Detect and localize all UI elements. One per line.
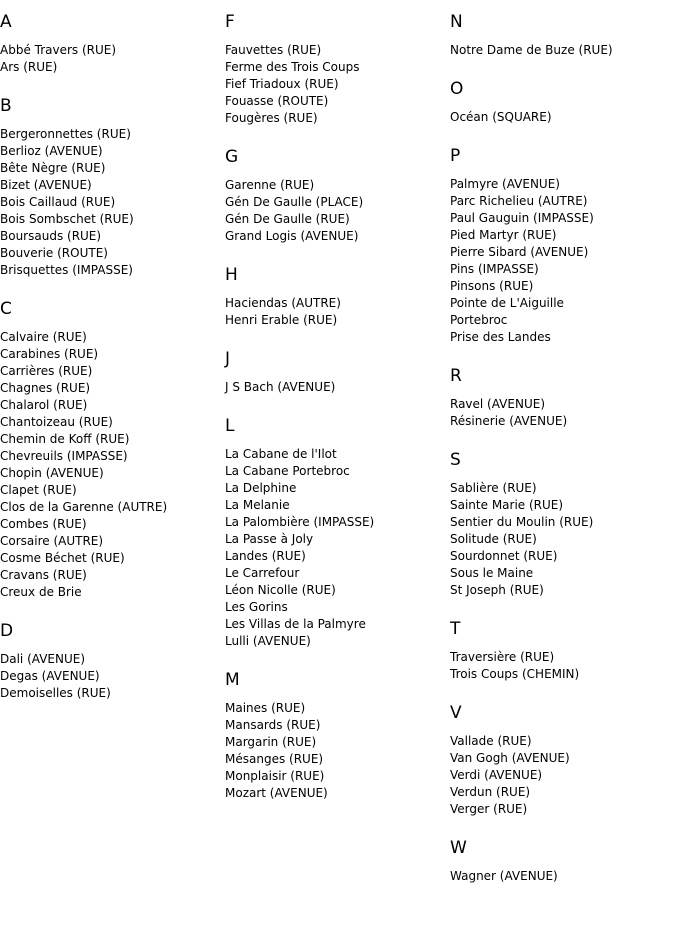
street-name: Mansards (RUE)	[225, 718, 321, 732]
street-list	[0, 126, 225, 279]
street-list	[450, 868, 675, 885]
letter-section	[450, 79, 675, 126]
street-name: Gén De Gaulle (RUE)	[225, 212, 350, 226]
street-index-column-1	[0, 0, 225, 702]
street-name: Chalarol (RUE)	[0, 398, 88, 412]
letter-section	[225, 12, 450, 127]
street-name: Sablière (RUE)	[450, 481, 537, 495]
letter-section	[0, 621, 225, 702]
street-name: Mozart (AVENUE)	[225, 786, 328, 800]
letter-section	[450, 450, 675, 599]
street-name: Pied Martyr (RUE)	[450, 228, 557, 242]
street-name: Garenne (RUE)	[225, 178, 315, 192]
street-name: Verdun (RUE)	[450, 785, 531, 799]
street-list	[450, 42, 675, 59]
street-list	[225, 379, 450, 396]
street-name: Fougères (RUE)	[225, 111, 318, 125]
street-name: Creux de Brie	[0, 585, 82, 599]
street-list	[225, 295, 450, 329]
street-name: Trois Coups (CHEMIN)	[450, 667, 580, 681]
street-list	[450, 649, 675, 683]
letter-section	[225, 670, 450, 802]
street-list	[225, 700, 450, 802]
street-name: Sentier du Moulin (RUE)	[450, 515, 594, 529]
street-name: Dali (AVENUE)	[0, 652, 86, 666]
street-index-column-3	[450, 0, 675, 885]
street-name: Verger (RUE)	[450, 802, 528, 816]
street-name: La Cabane Portebroc	[225, 464, 350, 478]
street-name: Henri Erable (RUE)	[225, 313, 338, 327]
street-name: Le Carrefour	[225, 566, 300, 580]
letter-section	[450, 838, 675, 885]
letter-heading: A	[0, 12, 12, 32]
street-name: La Passe à Joly	[225, 532, 314, 546]
letter-heading: B	[0, 96, 12, 116]
street-name: Brisquettes (IMPASSE)	[0, 263, 133, 277]
street-name: Bouverie (ROUTE)	[0, 246, 108, 260]
street-name: Léon Nicolle (RUE)	[225, 583, 336, 597]
letter-heading: N	[450, 12, 463, 32]
street-name: La Cabane de l'Ilot	[225, 447, 337, 461]
letter-heading: H	[225, 265, 238, 285]
letter-section	[0, 299, 225, 601]
letter-heading: G	[225, 147, 239, 167]
street-name: Verdi (AVENUE)	[450, 768, 543, 782]
street-name: La Palombière (IMPASSE)	[225, 515, 375, 529]
street-name: Pins (IMPASSE)	[450, 262, 539, 276]
street-name: Boursauds (RUE)	[0, 229, 102, 243]
street-list	[450, 733, 675, 818]
letter-heading: C	[0, 299, 12, 319]
street-name: Bizet (AVENUE)	[0, 178, 92, 192]
street-name: Prise des Landes	[450, 330, 551, 344]
street-name: Abbé Travers (RUE)	[0, 43, 117, 57]
street-name: Chemin de Koff (RUE)	[0, 432, 130, 446]
street-name: Landes (RUE)	[225, 549, 306, 563]
letter-heading: P	[450, 146, 461, 166]
street-name: Bête Nègre (RUE)	[0, 161, 106, 175]
street-list	[0, 42, 225, 76]
street-name: Ars (RUE)	[0, 60, 58, 74]
street-name: Sourdonnet (RUE)	[450, 549, 558, 563]
street-name: Margarin (RUE)	[225, 735, 317, 749]
street-name: Bergeronnettes (RUE)	[0, 127, 131, 141]
letter-heading: D	[0, 621, 14, 641]
street-name: Portebroc	[450, 313, 508, 327]
street-list	[225, 177, 450, 245]
street-name: Notre Dame de Buze (RUE)	[450, 43, 613, 57]
street-name: Clapet (RUE)	[0, 483, 77, 497]
street-name: Palmyre (AVENUE)	[450, 177, 560, 191]
street-name: Clos de la Garenne (AUTRE)	[0, 500, 168, 514]
street-index-column-2	[225, 0, 450, 802]
street-name: La Melanie	[225, 498, 290, 512]
street-name: Bois Sombschet (RUE)	[0, 212, 134, 226]
street-name: Wagner (AVENUE)	[450, 869, 558, 883]
street-name: Pierre Sibard (AVENUE)	[450, 245, 589, 259]
letter-heading: F	[225, 12, 235, 32]
letter-section	[450, 619, 675, 683]
street-name: Les Gorins	[225, 600, 288, 614]
letter-heading: L	[225, 416, 235, 436]
street-name: Solitude (RUE)	[450, 532, 537, 546]
street-name: Cosme Béchet (RUE)	[0, 551, 125, 565]
street-list	[225, 446, 450, 650]
street-name: La Delphine	[225, 481, 297, 495]
letter-heading: O	[450, 79, 464, 99]
street-name: Demoiselles (RUE)	[0, 686, 111, 700]
street-list	[0, 329, 225, 601]
street-name: Degas (AVENUE)	[0, 669, 100, 683]
street-name: Van Gogh (AVENUE)	[450, 751, 570, 765]
letter-heading: T	[450, 619, 461, 639]
letter-section	[450, 12, 675, 59]
letter-section	[450, 146, 675, 346]
street-list	[450, 396, 675, 430]
street-name: Sous le Maine	[450, 566, 534, 580]
street-list	[0, 651, 225, 702]
letter-heading: J	[225, 349, 231, 369]
street-name: Océan (SQUARE)	[450, 110, 552, 124]
street-name: Carabines (RUE)	[0, 347, 99, 361]
street-name: Vallade (RUE)	[450, 734, 532, 748]
letter-heading: V	[450, 703, 462, 723]
street-name: Chevreuils (IMPASSE)	[0, 449, 128, 463]
street-name: Traversière (RUE)	[450, 650, 555, 664]
street-name: Calvaire (RUE)	[0, 330, 87, 344]
letter-heading: R	[450, 366, 462, 386]
street-name: Grand Logis (AVENUE)	[225, 229, 359, 243]
street-name: Fauvettes (RUE)	[225, 43, 322, 57]
street-name: Maines (RUE)	[225, 701, 306, 715]
letter-heading: W	[450, 838, 467, 858]
street-name: Bois Caillaud (RUE)	[0, 195, 116, 209]
street-name: Fouasse (ROUTE)	[225, 94, 329, 108]
street-list	[450, 176, 675, 346]
street-name: Monplaisir (RUE)	[225, 769, 325, 783]
letter-section	[0, 12, 225, 76]
street-name: Chopin (AVENUE)	[0, 466, 104, 480]
letter-heading: S	[450, 450, 461, 470]
street-name: Paul Gauguin (IMPASSE)	[450, 211, 594, 225]
letter-section	[450, 366, 675, 430]
street-name: Chantoizeau (RUE)	[0, 415, 113, 429]
street-name: Carrières (RUE)	[0, 364, 93, 378]
street-name: Lulli (AVENUE)	[225, 634, 311, 648]
letter-section	[225, 147, 450, 245]
letter-section	[225, 416, 450, 650]
street-name: Combes (RUE)	[0, 517, 87, 531]
street-name: Chagnes (RUE)	[0, 381, 91, 395]
street-name: Berlioz (AVENUE)	[0, 144, 103, 158]
street-name: Mésanges (RUE)	[225, 752, 324, 766]
street-name: Résinerie (AVENUE)	[450, 414, 568, 428]
street-name: Gén De Gaulle (PLACE)	[225, 195, 364, 209]
street-name: Corsaire (AUTRE)	[0, 534, 104, 548]
street-list	[225, 42, 450, 127]
letter-section	[225, 265, 450, 329]
letter-heading: M	[225, 670, 240, 690]
street-name: J S Bach (AVENUE)	[225, 380, 336, 394]
street-name: Les Villas de la Palmyre	[225, 617, 366, 631]
street-name: St Joseph (RUE)	[450, 583, 544, 597]
street-name: Sainte Marie (RUE)	[450, 498, 564, 512]
street-name: Haciendas (AUTRE)	[225, 296, 341, 310]
street-name: Cravans (RUE)	[0, 568, 87, 582]
street-list	[450, 480, 675, 599]
street-name: Pointe de L'Aiguille	[450, 296, 564, 310]
street-name: Parc Richelieu (AUTRE)	[450, 194, 588, 208]
street-name: Pinsons (RUE)	[450, 279, 534, 293]
street-list	[450, 109, 675, 126]
street-name: Ferme des Trois Coups	[225, 60, 360, 74]
letter-section	[450, 703, 675, 818]
street-name: Ravel (AVENUE)	[450, 397, 545, 411]
letter-section	[225, 349, 450, 396]
letter-section	[0, 96, 225, 279]
street-name: Fief Triadoux (RUE)	[225, 77, 339, 91]
